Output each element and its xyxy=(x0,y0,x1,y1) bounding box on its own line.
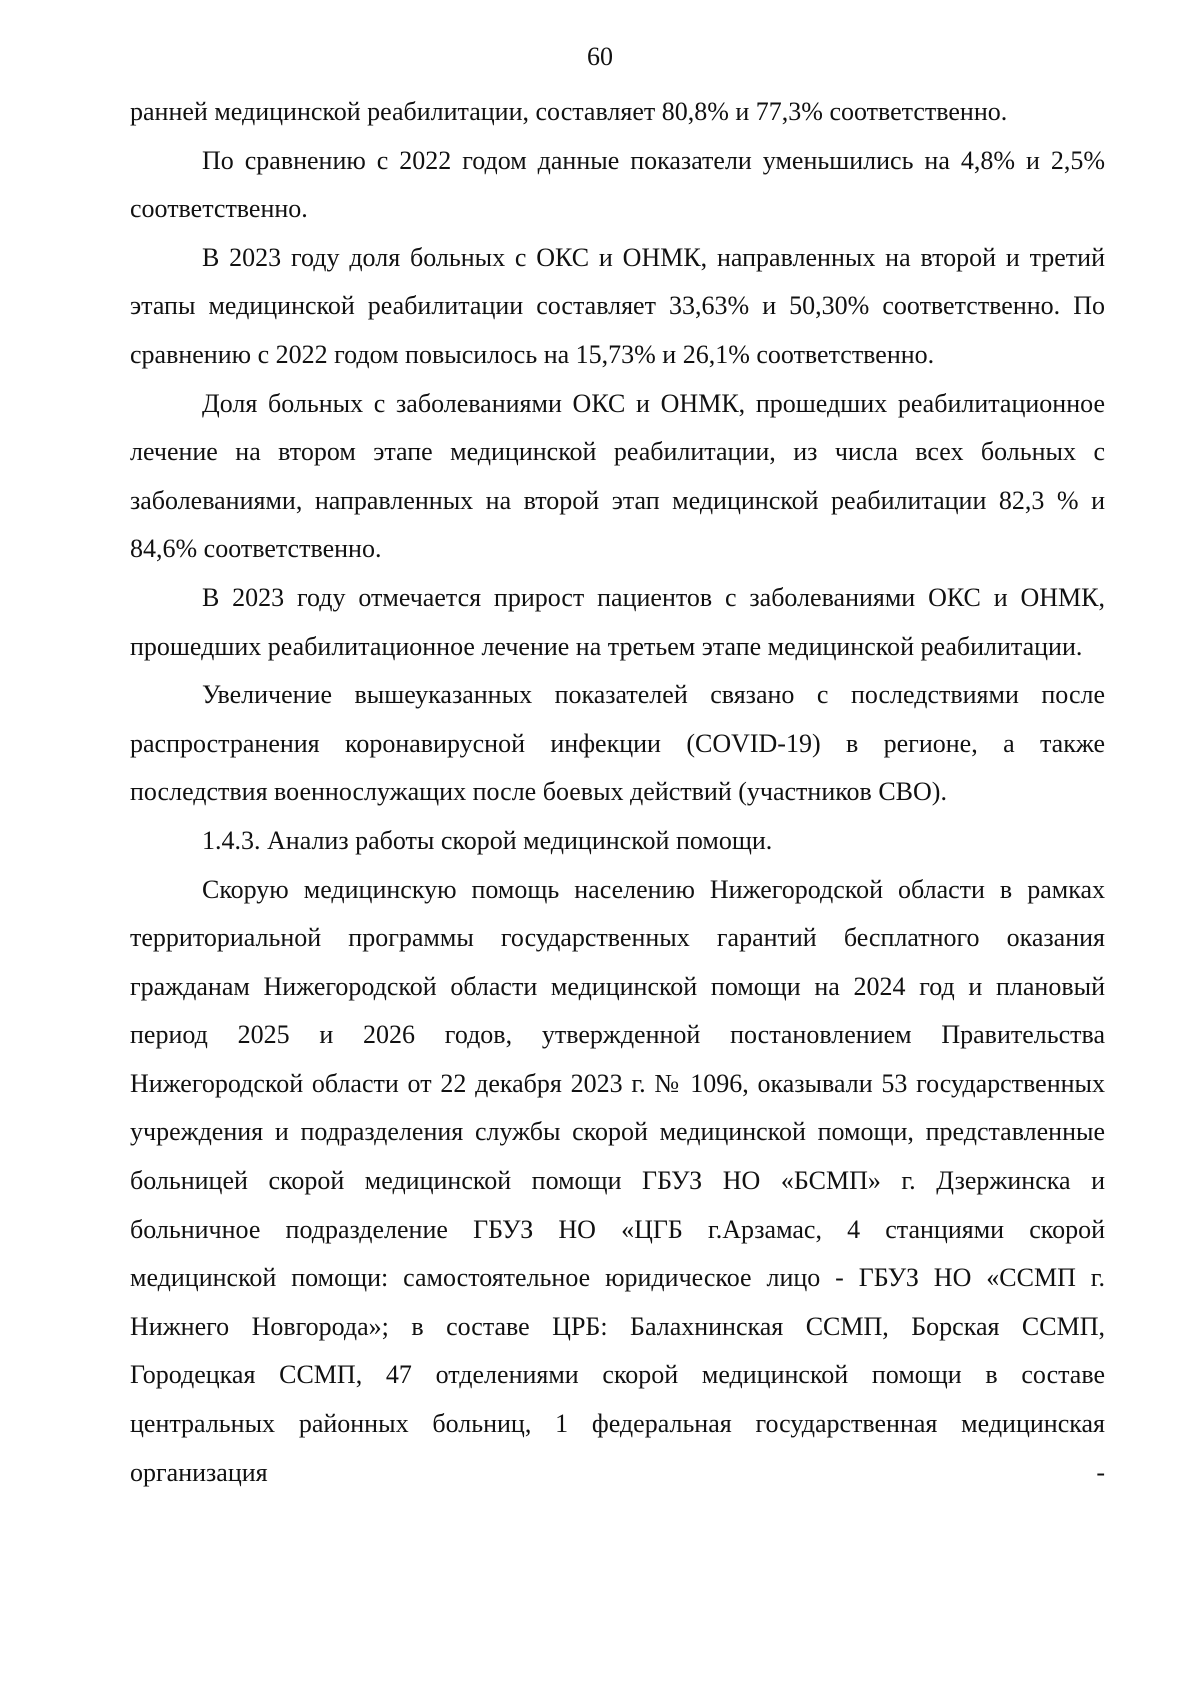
paragraph-comparison-2022: По сравнению с 2022 годом данные показатели уменьшились на 4,8% и 2,5% соответственно. xyxy=(130,145,1105,224)
page-number: 60 xyxy=(587,42,613,71)
paragraph-second-stage-treatment: Доля больных с заболеваниями ОКС и ОНМК, прошедших реабилитационное лечение на втором этапе медицинской реабилитации, из числа всех больных с заболеваниями, направленных на второй этап медицинской реабилитации 82,3 % и 84,6% соответственно. xyxy=(130,388,1105,564)
paragraph-ambulance-services: Скорую медицинскую помощь населению Нижегородской области в рамках территориальной программы государственных гарантий бесплатного оказания гражданам Нижегородской области медицинской помощи на 2024 год и плановый период 2025 и 2026 годов, утвержденной постановлением Правительства Нижегородской области от 22 декабря 2023 г. № 1096, оказывали 53 государственных учреждения и подразделения службы скорой медицинской помощи, представленные больницей скорой медицинской помощи ГБУЗ НО «БСМП» г. Дзержинска и больничное подразделение ГБУЗ НО «ЦГБ г.Арзамас, 4 станциями скорой медицинской помощи: самостоятельное юридическое лицо - ГБУЗ НО «ССМП г. Нижнего Новгорода»; в составе ЦРБ: Балахнинская ССМП, Борская ССМП, Городецкая ССМП, 47 отделениями скорой медицинской помощи в составе центральных районных больниц, 1 федеральная государственная медицинская организация - xyxy=(130,874,1105,1487)
section-heading-ambulance: 1.4.3. Анализ работы скорой медицинской помощи. xyxy=(202,825,773,855)
paragraph-rehab-share: ранней медицинской реабилитации, составляет 80,8% и 77,3% соответственно. xyxy=(130,97,1008,126)
document-body xyxy=(130,88,1105,1497)
paragraph-covid-consequences: Увеличение вышеуказанных показателей связано с последствиями после распространения коронавирусной инфекции (COVID-19) в регионе, а также последствия военнослужащих после боевых действий (участников СВО). xyxy=(130,680,1105,807)
paragraph-second-third-stage: В 2023 году доля больных с ОКС и ОНМК, направленных на второй и третий этапы медицинской реабилитации составляет 33,63% и 50,30% соответственно. По сравнению с 2022 годом повысилось на 15,73% и 26,1% соответственно. xyxy=(130,242,1105,369)
paragraph-third-stage-growth: В 2023 году отмечается прирост пациентов с заболеваниями ОКС и ОНМК, прошедших реабилитационное лечение на третьем этапе медицинской реабилитации. xyxy=(130,582,1105,661)
